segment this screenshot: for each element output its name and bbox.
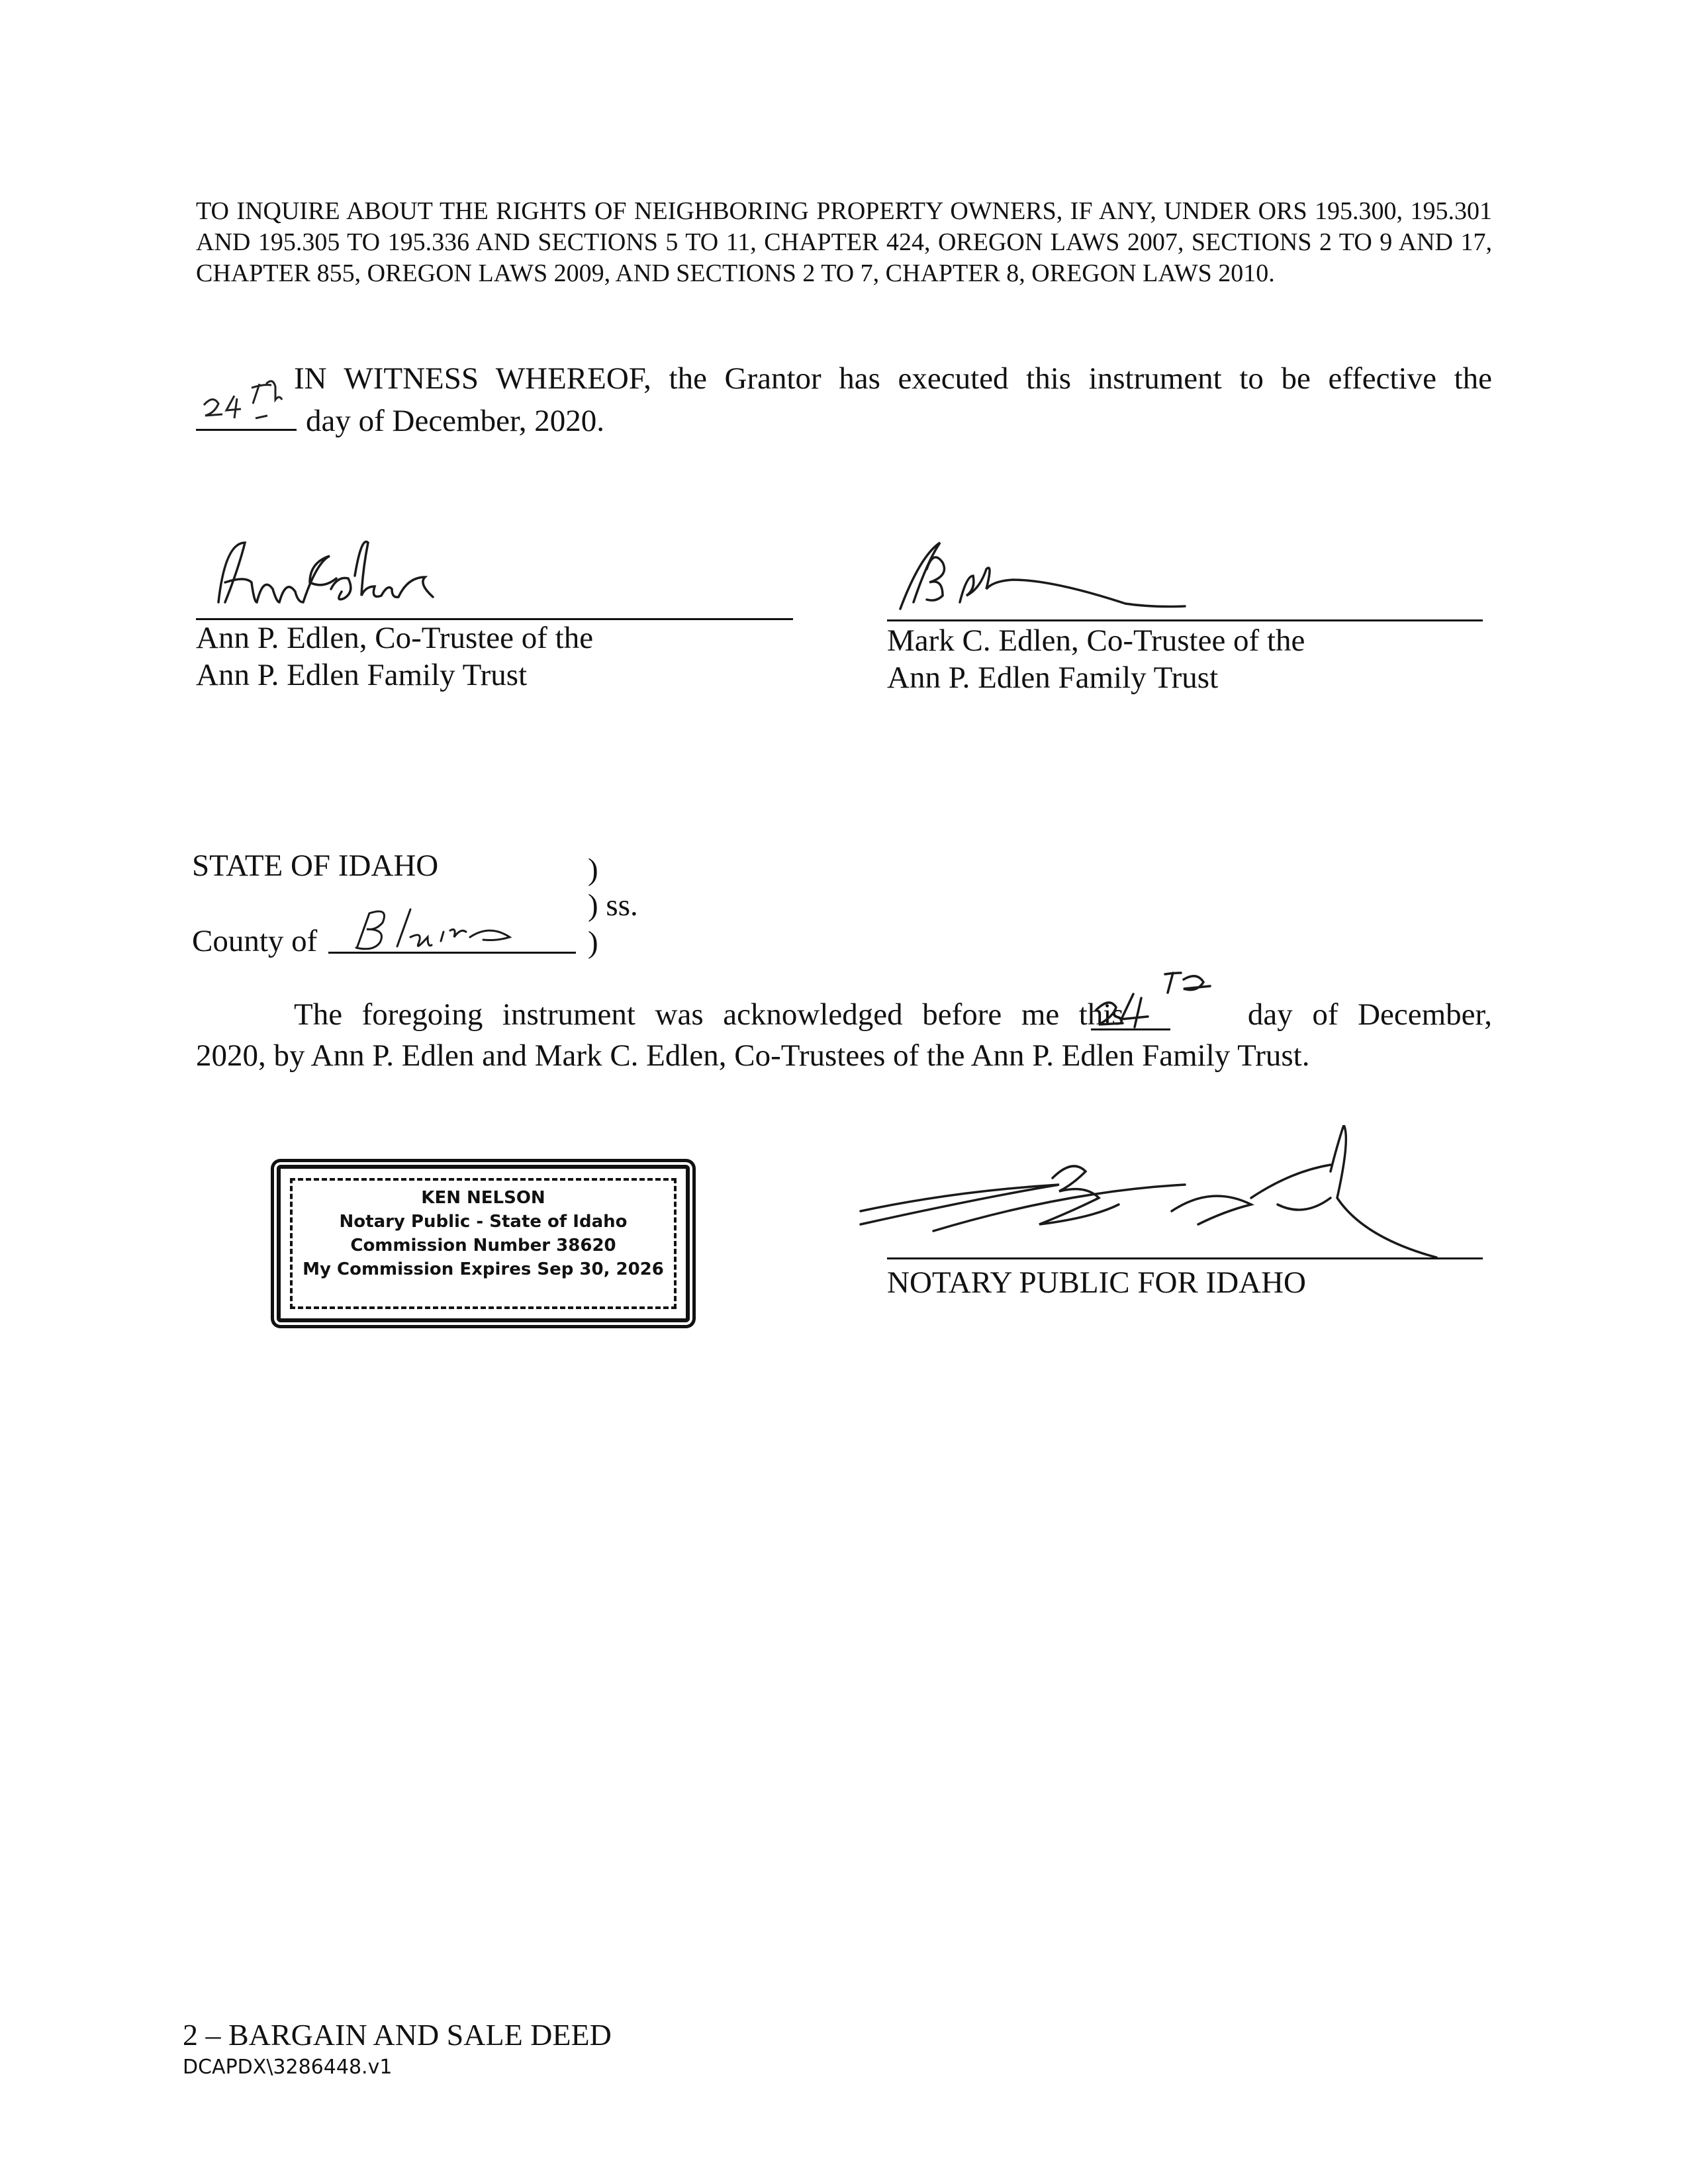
- footer-title: 2 – BARGAIN AND SALE DEED: [183, 2018, 612, 2052]
- ack-line-2: 2020, by Ann P. Edlen and Mark C. Edlen, Co-Trustees of the Ann P. Edlen Family Trust.: [196, 1038, 1310, 1073]
- footer-doc-id: DCAPDX\3286448.v1: [183, 2056, 393, 2079]
- ack-part-2: day: [1247, 997, 1293, 1032]
- left-signer-line-2: Ann P. Edlen Family Trust: [196, 658, 528, 692]
- witness-day-handwriting: [196, 357, 308, 424]
- left-signer-line-1: Ann P. Edlen, Co-Trustee of the: [196, 621, 594, 655]
- ann-edlen-signature: [199, 529, 569, 622]
- ors-notice: TO INQUIRE ABOUT THE RIGHTS OF NEIGHBORING PROPERTY OWNERS, IF ANY, UNDER ORS 195.300, 195.301 AND 195.305 TO 195.336 AND SECTIONS 5 TO 11, CHAPTER 424, OREGON LAWS 2007, SECTIONS 2 TO 9 AND 17, CHAPTER 855, OREGON LAWS 2009, AND SECTIONS 2 TO 7, CHAPTER 8, OREGON LAWS 2010.: [196, 197, 1492, 287]
- witness-day-text: day of December, 2020.: [306, 404, 604, 438]
- notary-signature-line: [887, 1257, 1483, 1259]
- notary-stamp-commission: Commission Number 38620: [350, 1236, 616, 1255]
- right-signer-line-2: Ann P. Edlen Family Trust: [887, 660, 1219, 695]
- venue-paren-3: ): [588, 925, 598, 960]
- venue-paren-ss: ) ss.: [588, 888, 638, 923]
- notary-label: NOTARY PUBLIC FOR IDAHO: [887, 1265, 1306, 1300]
- right-signer-title: [887, 622, 1305, 696]
- witness-clause: [196, 357, 1492, 442]
- ack-day-handwriting: [1086, 957, 1231, 1036]
- notary-stamp-text: [281, 1186, 686, 1281]
- ack-line-1: [196, 994, 1492, 1035]
- ack-part-1: The foregoing instrument was acknowledged before me this: [294, 997, 1124, 1032]
- notary-stamp-name: KEN NELSON: [421, 1188, 545, 1208]
- ack-part-4: December,: [1358, 997, 1493, 1032]
- venue-state: STATE OF IDAHO: [192, 848, 439, 883]
- notary-stamp: [277, 1165, 690, 1322]
- mark-edlen-signature: [887, 529, 1258, 629]
- county-handwriting: [344, 900, 530, 956]
- notary-stamp-expires: My Commission Expires Sep 30, 2026: [303, 1259, 664, 1279]
- acknowledgment: [196, 994, 1492, 1076]
- right-signer-line-1: Mark C. Edlen, Co-Trustee of the: [887, 623, 1305, 658]
- venue-county-label: County of: [192, 924, 318, 958]
- left-signer-title: [196, 619, 593, 694]
- notary-stamp-title: Notary Public - State of Idaho: [339, 1212, 628, 1232]
- ack-part-3: of: [1312, 997, 1338, 1032]
- witness-line-1: IN WITNESS WHEREOF, the Grantor has executed this instrument to be effective the: [294, 361, 1492, 396]
- venue-paren-1: ): [588, 852, 598, 887]
- right-signature-line: [887, 619, 1483, 621]
- witness-line-2: [196, 400, 1492, 442]
- notary-signature: [854, 1125, 1489, 1271]
